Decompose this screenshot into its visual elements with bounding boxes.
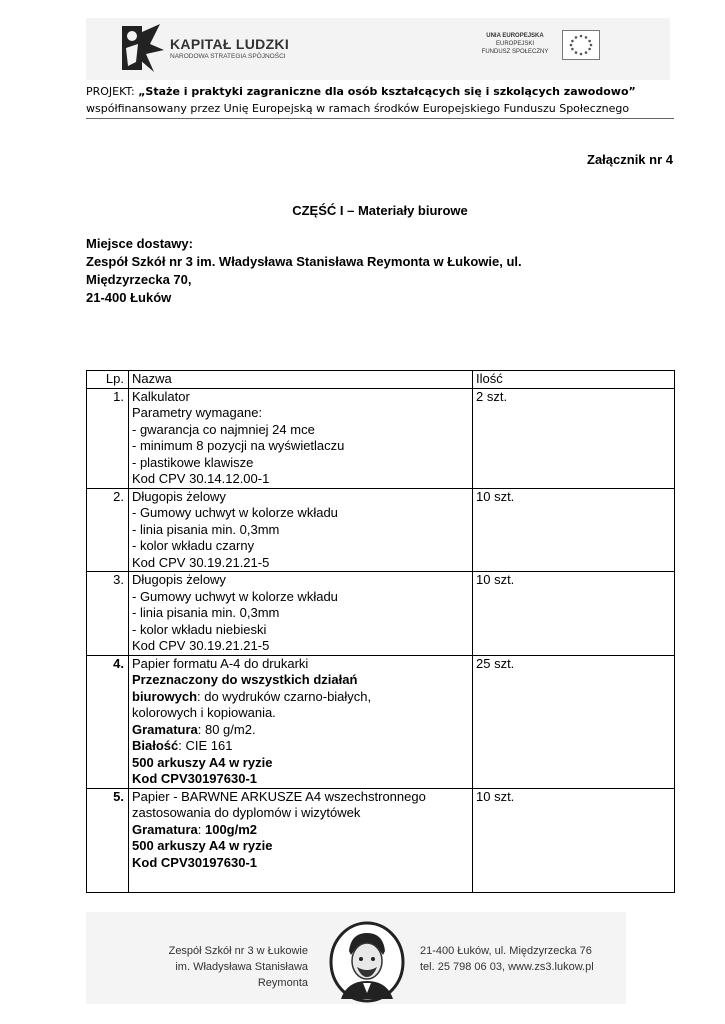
table-row bbox=[87, 388, 675, 488]
eu-flag-icon bbox=[562, 30, 600, 60]
kapital-ludzki-logo-icon bbox=[120, 22, 165, 74]
row-code: Kod CPV30197630-1 bbox=[132, 771, 258, 786]
row-line: - linia pisania min. 0,3mm bbox=[132, 521, 280, 537]
row-qty: 10 szt. bbox=[473, 488, 675, 572]
footer-contact bbox=[420, 943, 594, 975]
row-name bbox=[129, 788, 473, 892]
project-line bbox=[86, 85, 636, 98]
row-title2: zastosowania do dyplomów i wizytówek bbox=[132, 805, 361, 820]
row-lp: 3. bbox=[87, 572, 129, 656]
header-divider bbox=[86, 118, 674, 119]
delivery-line3: 21-400 Łuków bbox=[86, 290, 172, 305]
row-line: Kod CPV 30.19.21.21-5 bbox=[132, 554, 270, 570]
row-title: Długopis żelowy bbox=[132, 488, 226, 504]
header-qty: Ilość bbox=[473, 371, 675, 389]
row-line: Kod CPV 30.14.12.00-1 bbox=[132, 471, 270, 486]
row-purpose-bold: Przeznaczony do wszystkich działań bbox=[132, 672, 358, 687]
table-row bbox=[87, 488, 675, 572]
row-weight bbox=[132, 722, 472, 739]
row-weight bbox=[132, 822, 472, 839]
row-weight-value: : 80 g/m2. bbox=[197, 721, 256, 737]
items-table bbox=[86, 370, 675, 893]
delivery-block bbox=[86, 235, 522, 307]
row-ream: 500 arkuszy A4 w ryzie bbox=[132, 838, 273, 853]
table-row bbox=[87, 788, 675, 892]
row-line: - kolor wkładu niebieski bbox=[132, 621, 267, 637]
row-whiteness bbox=[132, 738, 472, 755]
row-line: - kolor wkładu czarny bbox=[132, 538, 255, 553]
footer-address: 21-400 Łuków, ul. Międzyrzecka 76 bbox=[420, 945, 592, 957]
row-line: - linia pisania min. 0,3mm bbox=[132, 605, 280, 620]
row-line: Kod CPV 30.19.21.21-5 bbox=[132, 638, 270, 653]
row-qty: 10 szt. bbox=[473, 572, 675, 656]
project-name: „Staże i praktyki zagraniczne dla osób kształcących się i szkolących zawodowo” bbox=[138, 85, 636, 98]
table-row bbox=[87, 572, 675, 656]
reymont-portrait-icon bbox=[327, 921, 407, 1003]
kapital-ludzki-title: KAPITAŁ LUDZKI bbox=[170, 36, 290, 52]
row-line: - gwarancja co najmniej 24 mce bbox=[132, 421, 315, 437]
row-lp: 4. bbox=[87, 655, 129, 788]
row-title: Papier formatu A-4 do drukarki bbox=[132, 655, 309, 671]
footer-school bbox=[128, 943, 308, 991]
row-lp: 5. bbox=[87, 788, 129, 892]
row-name bbox=[129, 488, 473, 572]
footer-school-line2: im. Władysława Stanisława Reymonta bbox=[175, 961, 308, 989]
row-weight-value: 100g/m2 bbox=[204, 821, 258, 837]
project-prefix: PROJEKT: bbox=[86, 85, 139, 98]
row-lp: 1. bbox=[87, 388, 129, 488]
eu-line3: FUNDUSZ SPOŁECZNY bbox=[481, 49, 549, 55]
row-qty: 2 szt. bbox=[473, 388, 675, 488]
row-name bbox=[129, 388, 473, 488]
row-line: - Gumowy uchwyt w kolorze wkładu bbox=[132, 588, 338, 604]
annex-label: Załącznik nr 4 bbox=[587, 152, 673, 167]
row-line: - Gumowy uchwyt w kolorze wkładu bbox=[132, 505, 338, 520]
footer-school-line1: Zespół Szkół nr 3 w Łukowie bbox=[168, 945, 308, 957]
row-title: Papier - BARWNE ARKUSZE A4 wszechstronnego bbox=[132, 788, 426, 804]
row-weight-label: Gramatura bbox=[132, 721, 198, 737]
footer-phone-web: tel. 25 798 06 03, www.zs3.lukow.pl bbox=[420, 961, 594, 973]
table-header-row bbox=[87, 371, 675, 389]
delivery-label: Miejsce dostawy: bbox=[86, 236, 193, 251]
delivery-line1: Zespół Szkół nr 3 im. Władysława Stanisława Reymonta w Łukowie, ul. bbox=[86, 254, 522, 269]
row-weight-sep: : bbox=[197, 821, 205, 837]
row-purpose-rest2: kolorowych i kopiowania. bbox=[132, 705, 276, 720]
eu-logo-text bbox=[471, 32, 559, 56]
row-line: - plastikowe klawisze bbox=[132, 454, 254, 470]
row-purpose-bold2: biurowych bbox=[132, 688, 198, 704]
table-row bbox=[87, 655, 675, 788]
row-lp: 2. bbox=[87, 488, 129, 572]
row-line: - minimum 8 pozycji na wyświetlaczu bbox=[132, 438, 345, 453]
header-name: Nazwa bbox=[129, 371, 473, 389]
kapital-ludzki-subtitle: NARODOWA STRATEGIA SPÓJNOŚCI bbox=[170, 53, 286, 60]
cofinanced-line: współfinansowany przez Unię Europejską w ramach środków Europejskiego Funduszu Społecznego bbox=[86, 102, 630, 115]
row-white-value: : CIE 161 bbox=[178, 738, 233, 753]
eu-line1: UNIA EUROPEJSKA bbox=[486, 33, 544, 39]
row-white-label: Białość bbox=[132, 738, 179, 753]
row-qty: 10 szt. bbox=[473, 788, 675, 892]
row-weight-label: Gramatura bbox=[132, 821, 198, 837]
row-purpose bbox=[132, 689, 472, 706]
header-lp: Lp. bbox=[87, 371, 129, 389]
row-qty: 25 szt. bbox=[473, 655, 675, 788]
row-purpose-rest: : do wydruków czarno-białych, bbox=[197, 688, 372, 704]
delivery-line2: Międzyrzecka 70, bbox=[86, 272, 192, 287]
row-title: Kalkulator bbox=[132, 388, 190, 404]
row-ream: 500 arkuszy A4 w ryzie bbox=[132, 754, 273, 770]
row-name bbox=[129, 572, 473, 656]
row-name bbox=[129, 655, 473, 788]
row-line: Parametry wymagane: bbox=[132, 405, 263, 420]
row-title: Długopis żelowy bbox=[132, 572, 226, 587]
row-code: Kod CPV30197630-1 bbox=[132, 854, 258, 870]
section-title: CZĘŚĆ I – Materiały biurowe bbox=[292, 203, 468, 218]
eu-line2: EUROPEJSKI bbox=[495, 41, 534, 47]
